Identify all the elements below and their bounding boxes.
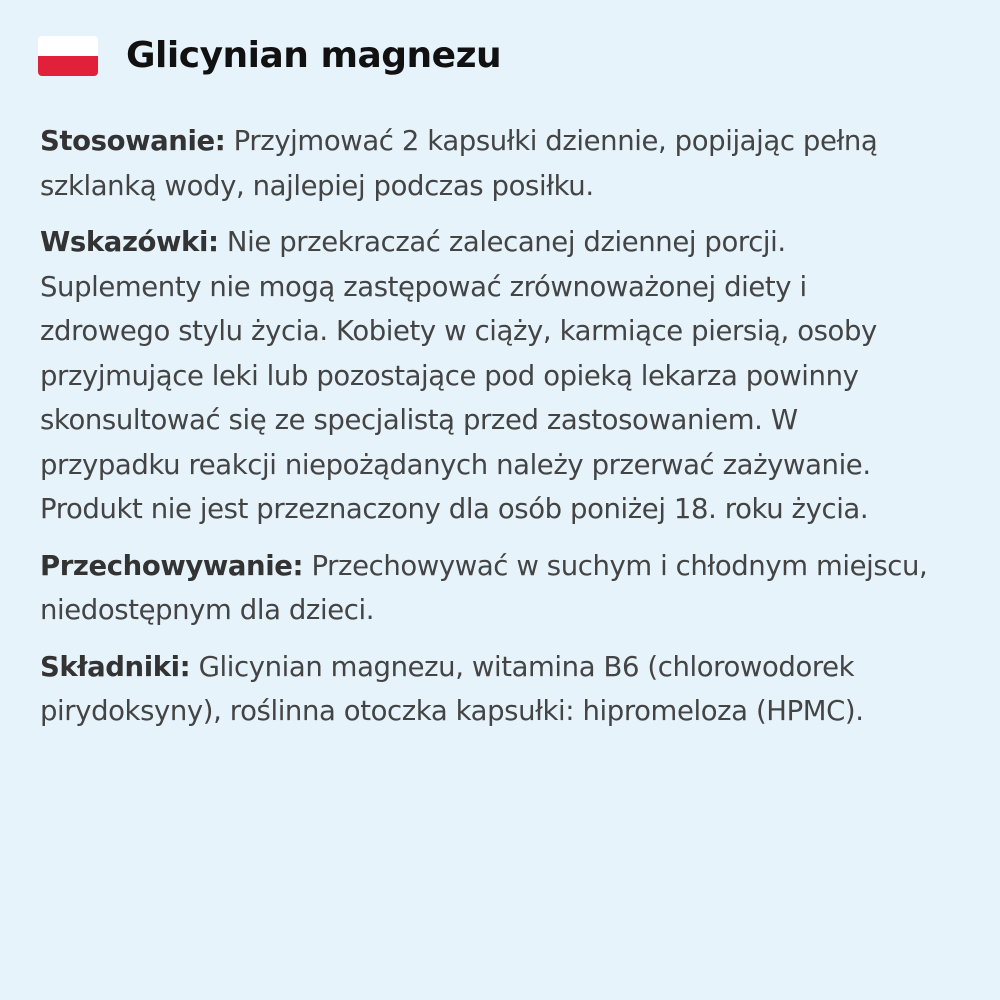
storage-section — [40, 544, 940, 633]
poland-flag-icon — [38, 36, 98, 76]
usage-section — [40, 119, 940, 208]
tips-text: Nie przekraczać zalecanej dziennej porcji. Suplementy nie mogą zastępować zrównoważonej diety i zdrowego stylu życia. Kobiety w ciąży, karmiące piersią, osoby przyjmujące leki lub pozostające pod opieką lekarza powinny skonsultować się ze specjalistą przed zastosowaniem. W przypadku reakcji niepożądanych należy przerwać zażywanie. Produkt nie jest przeznaczony dla osób poniżej 18. roku życia. — [40, 226, 877, 525]
content — [40, 119, 940, 746]
usage-label: Stosowanie: — [40, 125, 226, 157]
tips-section — [40, 220, 940, 532]
page-title: Glicynian magnezu — [126, 35, 502, 76]
ingredients-label: Składniki: — [40, 650, 191, 683]
storage-text: Przechowywać w suchym i chłodnym miejscu, niedostępnym dla dzieci. — [40, 549, 928, 626]
ingredients-section — [40, 645, 940, 734]
storage-label: Przechowywanie: — [40, 549, 304, 582]
flag-white-stripe — [38, 36, 98, 56]
ingredients-text: Glicynian magnezu, witamina B6 (chlorowodorek pirydoksyny), roślinna otoczka kapsułki: hipromeloza (HPMC). — [40, 650, 864, 727]
usage-text: Przyjmować 2 kapsułki dziennie, popijając pełną szklanką wody, najlepiej podczas posiłku. — [40, 125, 878, 202]
flag-red-stripe — [38, 56, 98, 76]
header — [38, 36, 501, 76]
tips-label: Wskazówki: — [40, 226, 219, 258]
